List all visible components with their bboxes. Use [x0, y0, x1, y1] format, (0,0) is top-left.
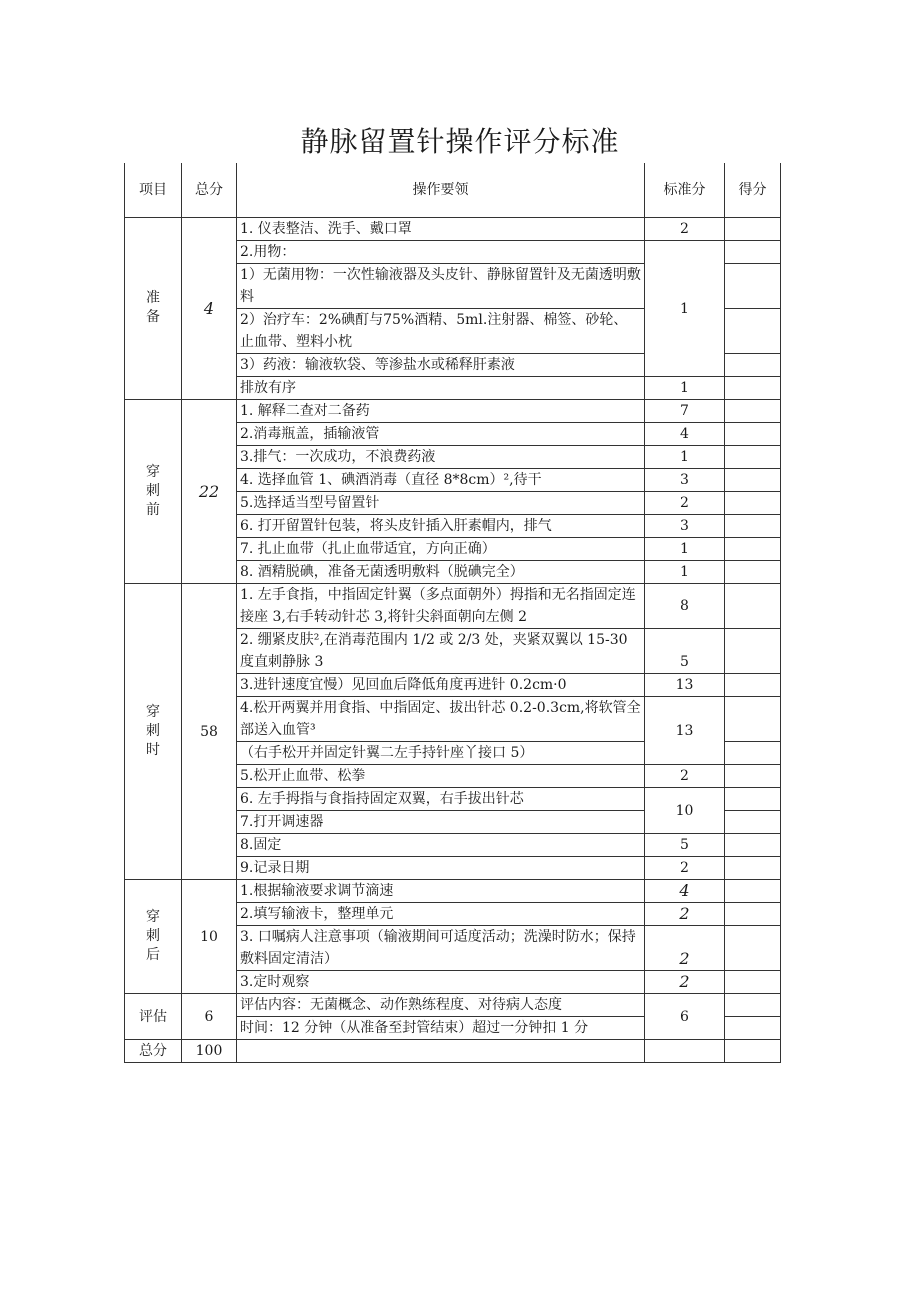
section-name: 评估	[125, 994, 182, 1040]
score-cell[interactable]	[725, 561, 781, 584]
item-text: 2）治疗车：2%碘酊与75%酒精、5ml.注射器、棉签、砂轮、止血带、塑料小枕	[237, 309, 645, 354]
score-cell[interactable]	[725, 857, 781, 880]
header-total: 总分	[182, 163, 237, 218]
item-text: 2.用物：	[237, 241, 645, 264]
section-total: 22	[182, 400, 237, 584]
item-text	[237, 1040, 645, 1063]
score-cell[interactable]	[725, 742, 781, 765]
score-cell[interactable]	[725, 354, 781, 377]
score-cell[interactable]	[725, 584, 781, 629]
item-text: 排放有序	[237, 377, 645, 400]
standard-score: 2	[645, 903, 725, 926]
item-text: 9.记录日期	[237, 857, 645, 880]
item-text: 3.排气：一次成功，不浪费药液	[237, 446, 645, 469]
item-text: 2.消毒瓶盖，插输液管	[237, 423, 645, 446]
score-cell[interactable]	[725, 674, 781, 697]
header-standard: 标准分	[645, 163, 725, 218]
score-cell[interactable]	[725, 400, 781, 423]
standard-score: 1	[645, 241, 725, 377]
score-cell[interactable]	[725, 241, 781, 264]
score-cell[interactable]	[725, 926, 781, 971]
score-cell[interactable]	[725, 788, 781, 811]
standard-score: 1	[645, 377, 725, 400]
score-cell[interactable]	[725, 811, 781, 834]
item-text: 3.进针速度宜慢）见回血后降低角度再进针 0.2cm·0	[237, 674, 645, 697]
section-name: 穿 刺 前	[125, 400, 182, 584]
score-cell[interactable]	[725, 446, 781, 469]
score-cell[interactable]	[725, 971, 781, 994]
table-row	[125, 218, 781, 241]
score-cell[interactable]	[725, 765, 781, 788]
item-text: 2.填写输液卡，整理单元	[237, 903, 645, 926]
section-name: 穿 刺 时	[125, 584, 182, 880]
item-text: 3.定时观察	[237, 971, 645, 994]
item-text: 时间：12 分钟（从准备至封管结束）超过一分钟扣 1 分	[237, 1017, 645, 1040]
standard-score: 5	[645, 834, 725, 857]
section-total: 10	[182, 880, 237, 994]
header-row	[125, 163, 781, 218]
scoring-table	[124, 163, 781, 1063]
standard-score: 2	[645, 218, 725, 241]
standard-score: 2	[645, 971, 725, 994]
section-total: 58	[182, 584, 237, 880]
section-total: 6	[182, 994, 237, 1040]
item-text: 1. 左手食指，中指固定针翼（多点面朝外）拇指和无名指固定连接座 3,右手转动针芯 3,将针尖斜面朝向左侧 2	[237, 584, 645, 629]
standard-score: 5	[645, 629, 725, 674]
standard-score: 2	[645, 926, 725, 971]
standard-score: 2	[645, 765, 725, 788]
header-score: 得分	[725, 163, 781, 218]
section-name: 准 备	[125, 218, 182, 400]
score-cell[interactable]	[725, 538, 781, 561]
item-text: 8. 酒精脱碘，准备无菌透明敷料（脱碘完全）	[237, 561, 645, 584]
score-cell[interactable]	[725, 697, 781, 742]
item-text: 7. 扎止血带（扎止血带适宜，方向正确）	[237, 538, 645, 561]
item-text: 3. 口嘱病人注意事项（输液期间可适度活动；洗澡时防水；保持敷料固定清洁）	[237, 926, 645, 971]
standard-score: 2	[645, 857, 725, 880]
standard-score: 13	[645, 697, 725, 765]
item-text: （右手松开并固定针翼二左手持针座丫接口 5）	[237, 742, 645, 765]
grand-total-row	[125, 1040, 781, 1063]
header-content: 操作要领	[237, 163, 645, 218]
item-text: 6. 左手拇指与食指持固定双翼，右手拔出针芯	[237, 788, 645, 811]
header-item: 项目	[125, 163, 182, 218]
score-cell[interactable]	[725, 880, 781, 903]
standard-score: 4	[645, 880, 725, 903]
grand-total-label: 总分	[125, 1040, 182, 1063]
score-cell[interactable]	[725, 469, 781, 492]
standard-score: 3	[645, 515, 725, 538]
item-text: 5.松开止血带、松拳	[237, 765, 645, 788]
standard-score: 13	[645, 674, 725, 697]
score-cell[interactable]	[725, 515, 781, 538]
score-cell[interactable]	[725, 492, 781, 515]
standard-score: 8	[645, 584, 725, 629]
item-text: 1.根据输液要求调节滴速	[237, 880, 645, 903]
item-text: 4. 选择血管 1、碘酒消毒（直径 8*8cm）²,待干	[237, 469, 645, 492]
standard-score: 2	[645, 492, 725, 515]
score-cell[interactable]	[725, 629, 781, 674]
score-cell[interactable]	[725, 834, 781, 857]
item-text: 5.选择适当型号留置针	[237, 492, 645, 515]
document-title: 静脉留置针操作评分标准	[300, 125, 620, 158]
standard-score: 4	[645, 423, 725, 446]
item-text: 评估内容：无菌概念、动作熟练程度、对待病人态度	[237, 994, 645, 1017]
standard-score: 3	[645, 469, 725, 492]
score-cell[interactable]	[725, 903, 781, 926]
section-name: 穿 刺 后	[125, 880, 182, 994]
item-text: 1. 解释二查对二备药	[237, 400, 645, 423]
section-total: 4	[182, 218, 237, 400]
table-row	[125, 400, 781, 423]
score-cell[interactable]	[725, 377, 781, 400]
score-cell[interactable]	[725, 264, 781, 309]
score-cell[interactable]	[725, 1017, 781, 1040]
standard-score: 7	[645, 400, 725, 423]
score-cell[interactable]	[725, 309, 781, 354]
item-text: 4.松开两翼并用食指、中指固定、拔出针芯 0.2-0.3cm,将软管全部送入血管³	[237, 697, 645, 742]
grand-total-value: 100	[182, 1040, 237, 1063]
standard-score: 6	[645, 994, 725, 1040]
score-cell[interactable]	[725, 423, 781, 446]
item-text: 6. 打开留置针包装，将头皮针插入肝素帽内，排气	[237, 515, 645, 538]
score-cell[interactable]	[725, 1040, 781, 1063]
standard-score: 10	[645, 788, 725, 834]
score-cell[interactable]	[725, 218, 781, 241]
item-text: 1）无菌用物：一次性输液器及头皮针、静脉留置针及无菌透明敷料	[237, 264, 645, 309]
standard-score: 1	[645, 561, 725, 584]
table-row	[125, 994, 781, 1017]
item-text: 8.固定	[237, 834, 645, 857]
standard-score: 1	[645, 538, 725, 561]
table-row	[125, 880, 781, 903]
score-cell[interactable]	[725, 994, 781, 1017]
item-text: 2. 绷紧皮肤²,在消毒范围内 1/2 或 2/3 处，夹紧双翼以 15-30 度直刺静脉 3	[237, 629, 645, 674]
standard-score	[645, 1040, 725, 1063]
item-text: 1. 仪表整洁、洗手、戴口罩	[237, 218, 645, 241]
item-text: 7.打开调速器	[237, 811, 645, 834]
item-text: 3）药液：输液软袋、等渗盐水或稀释肝素液	[237, 354, 645, 377]
standard-score: 1	[645, 446, 725, 469]
table-row	[125, 584, 781, 629]
